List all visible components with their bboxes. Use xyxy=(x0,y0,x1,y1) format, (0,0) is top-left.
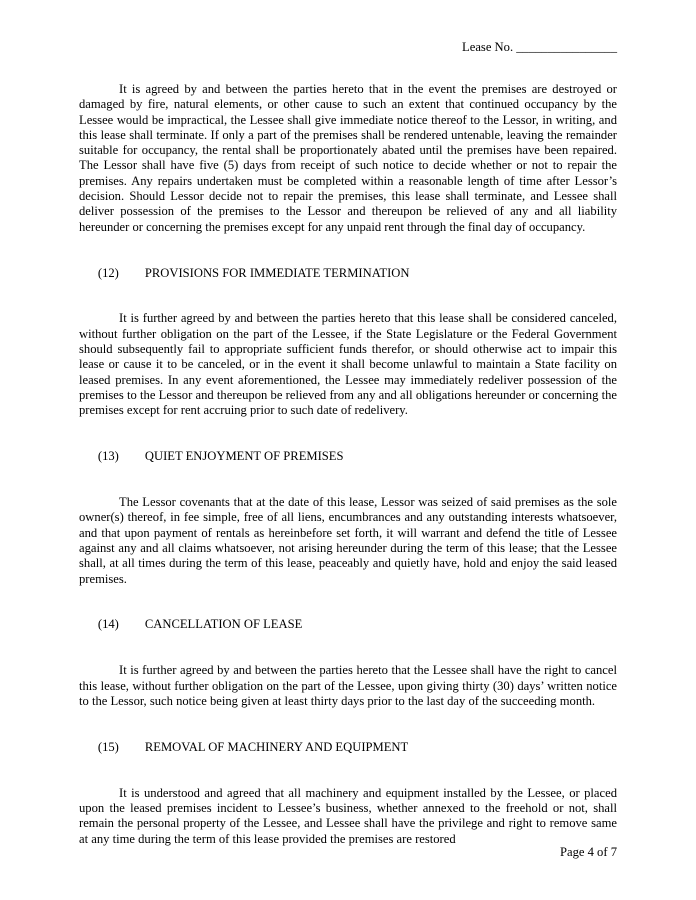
paragraph-section-14: It is further agreed by and between the parties hereto that the Lessee shall have the right to cancel this lease, without further obligation on the part of the Lessee, upon giving thirty (30) days’ written notice to the Lessor, such notice being given at least thirty days prior to the last day of the succeeding month. xyxy=(79,663,617,708)
section-heading-15 xyxy=(79,724,617,770)
section-title-13: QUIET ENJOYMENT OF PREMISES xyxy=(144,449,344,464)
section-heading-14 xyxy=(79,602,617,648)
page-footer: Page 4 of 7 xyxy=(559,845,617,859)
paragraph-damage-and-destruction: It is agreed by and between the parties hereto that in the event the premises are destroyed or damaged by fire, natural elements, or other cause to such an extent that continued occupancy by the Lessee would be impractical, the Lessee shall give immediate notice thereof to the Lessor, in writing, and this lease shall terminate. If only a part of the premises shall be rendered untenable, leaving the remainder suitable for occupancy, the rental shall be proportionately abated until the premises have been repaired. The Lessor shall have five (5) days from receipt of such notice to decide whether or not to repair the premises. Any repairs undertaken must be completed within a reasonable length of time after Lessor’s decision. Should Lessor decide not to repair the premises, this lease shall terminate, and Lessee shall deliver possession of the premises to the Lessor and thereupon be relieved of any and all liability hereunder or concerning the premises except for any unpaid rent through the final day of occupancy. xyxy=(79,82,617,234)
paragraph-section-13: The Lessor covenants that at the date of this lease, Lessor was seized of said premises as the sole owner(s) thereof, in fee simple, free of all liens, encumbrances and any outstanding interests whatsoever, and that upon payment of rentals as hereinbefore set forth, it will warrant and defend the title of Lessee against any and all claims whatsoever, not arising hereunder during the term of this lease; that the Lessee shall, at all times during the term of this lease, peaceably and quietly have, hold and enjoy the said leased premises. xyxy=(79,495,617,586)
section-number-15: (15) xyxy=(97,739,119,754)
section-title-15: REMOVAL OF MACHINERY AND EQUIPMENT xyxy=(144,739,409,754)
section-number-13: (13) xyxy=(97,449,119,464)
paragraph-section-15: It is understood and agreed that all machinery and equipment installed by the Lessee, or placed upon the leased premises incident to Lessee’s business, whether annexed to the freehold or not, shall remain the personal property of the Lessee, and Lessee shall have the privilege and right to remove same at any time during the term of this lease provided the premises are restored xyxy=(79,785,617,846)
page-header-lease-number: Lease No. ________________ xyxy=(462,40,617,54)
section-heading-13 xyxy=(79,434,617,480)
section-heading-12 xyxy=(79,250,617,296)
paragraph-section-12: It is further agreed by and between the parties hereto that this lease shall be considered canceled, without further obligation on the part of the Lessee, if the State Legislature or the Federal Government should subsequently fail to appropriate sufficient funds therefor, or should otherwise act to impair this lease or cause it to be canceled, or in the event it shall become unlawful to maintain a State facility on leased premises. In any event aforementioned, the Lessee may immediately redeliver possession of the premises to the Lessor and thereupon be relieved from any and all obligations hereunder or concerning the premises except for rent accruing prior to such date of redelivery. xyxy=(79,311,617,418)
document-body xyxy=(79,82,617,847)
section-number-12: (12) xyxy=(97,265,119,280)
section-title-14: CANCELLATION OF LEASE xyxy=(144,617,303,632)
section-title-12: PROVISIONS FOR IMMEDIATE TERMINATION xyxy=(144,265,410,280)
section-number-14: (14) xyxy=(97,617,119,632)
